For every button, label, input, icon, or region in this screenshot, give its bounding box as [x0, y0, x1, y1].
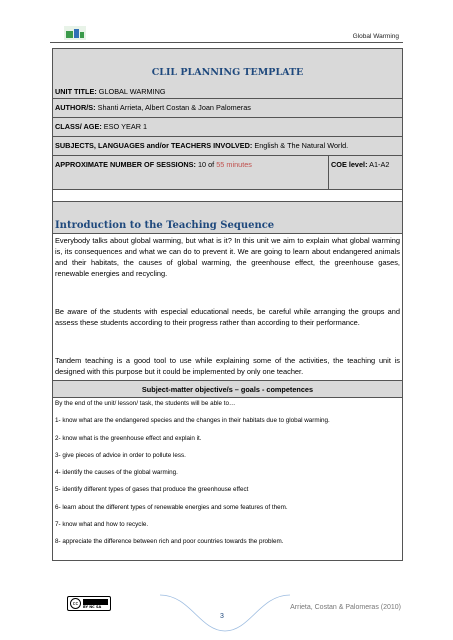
- header-rule: [50, 42, 403, 43]
- sessions-count: 10 of: [197, 160, 215, 169]
- sessions-field: [53, 156, 329, 189]
- objectives-heading: Subject-matter objective/s – goals - competences: [53, 381, 402, 398]
- unit-title-field: [55, 87, 166, 96]
- sessions-duration: 55 minutes: [216, 160, 252, 169]
- class-age-field: [53, 118, 402, 137]
- coe-value: A1-A2: [369, 160, 390, 169]
- cc-icon: cc: [70, 598, 81, 609]
- intro-paragraph: Be aware of the students with especial educational needs, be careful while arranging the groups and assess these students according to their progress rather than according to their performance.: [55, 307, 400, 327]
- class-age-label: CLASS/ AGE:: [55, 122, 102, 131]
- unit-title-label: UNIT TITLE:: [55, 87, 97, 96]
- page-title: CLIL PLANNING TEMPLATE: [151, 67, 304, 78]
- objectives-list: [53, 398, 402, 560]
- list-item: 5- identify different types of gases that produce the greenhouse effect: [55, 486, 249, 494]
- list-item: 2- know what is the greenhouse effect and explain it.: [55, 434, 202, 442]
- intro-heading-row: [53, 202, 402, 234]
- intro-paragraph: Tandem teaching is a good tool to use while explaining some of the activities, the teaching unit is designed with this purpose but it could be implemented by only one teacher.: [55, 356, 400, 376]
- coe-field: [329, 156, 402, 189]
- objectives-intro: By the end of the unit/ lesson/ task, the students will be able to…: [55, 400, 236, 407]
- footer-credit: Arrieta, Costan & Palomeras (2010): [290, 604, 401, 611]
- authors-label: AUTHOR/S:: [55, 103, 96, 112]
- clil-template-table: [52, 48, 403, 561]
- page-number: 3: [220, 613, 224, 620]
- list-item: 3- give pieces of advice in order to pollute less.: [55, 451, 186, 459]
- list-item: 6- learn about the different types of renewable energies and some features of them.: [55, 503, 288, 511]
- class-age-value: ESO YEAR 1: [103, 122, 148, 131]
- list-item: 7- know what and how to recycle.: [55, 521, 149, 529]
- list-item: 4- identify the causes of the global warming.: [55, 469, 178, 477]
- unit-title-value: GLOBAL WARMING: [98, 87, 166, 96]
- subjects-field: [53, 137, 402, 156]
- subjects-value: English & The Natural World.: [254, 141, 349, 150]
- authors-value: Shanti Arrieta, Albert Costan & Joan Palomeras: [97, 103, 251, 112]
- list-item: 1- know what are the endangered species and the changes in their habitats due to global warming.: [55, 417, 330, 425]
- running-header: Global Warming: [352, 33, 399, 40]
- intro-heading: Introduction to the Teaching Sequence: [55, 220, 275, 231]
- authors-field: [53, 99, 402, 118]
- school-logo-icon: [64, 26, 86, 40]
- creative-commons-badge: [67, 596, 111, 611]
- intro-text: [53, 234, 402, 381]
- subjects-label: SUBJECTS, LANGUAGES and/or TEACHERS INVOLVED:: [55, 141, 253, 150]
- intro-paragraph: Everybody talks about global warming, but what is it? In this unit we aim to explain what global warming is, its consequences and what we can do to prevent it. We are going to learn about endangered animals and their habitats, the causes of global warming, the greenhouse effect, the greenhouse gases, renewable energies and recycling.: [55, 236, 400, 278]
- coe-label: COE level:: [331, 160, 368, 169]
- list-item: 8- appreciate the difference between rich and poor countries towards the problem.: [55, 538, 284, 546]
- sessions-row: [53, 156, 402, 190]
- cc-badge-text: BY NC SA: [83, 605, 102, 609]
- title-row: [53, 49, 402, 99]
- sessions-label: APPROXIMATE NUMBER OF SESSIONS:: [55, 160, 196, 169]
- spacer-row: [53, 190, 402, 202]
